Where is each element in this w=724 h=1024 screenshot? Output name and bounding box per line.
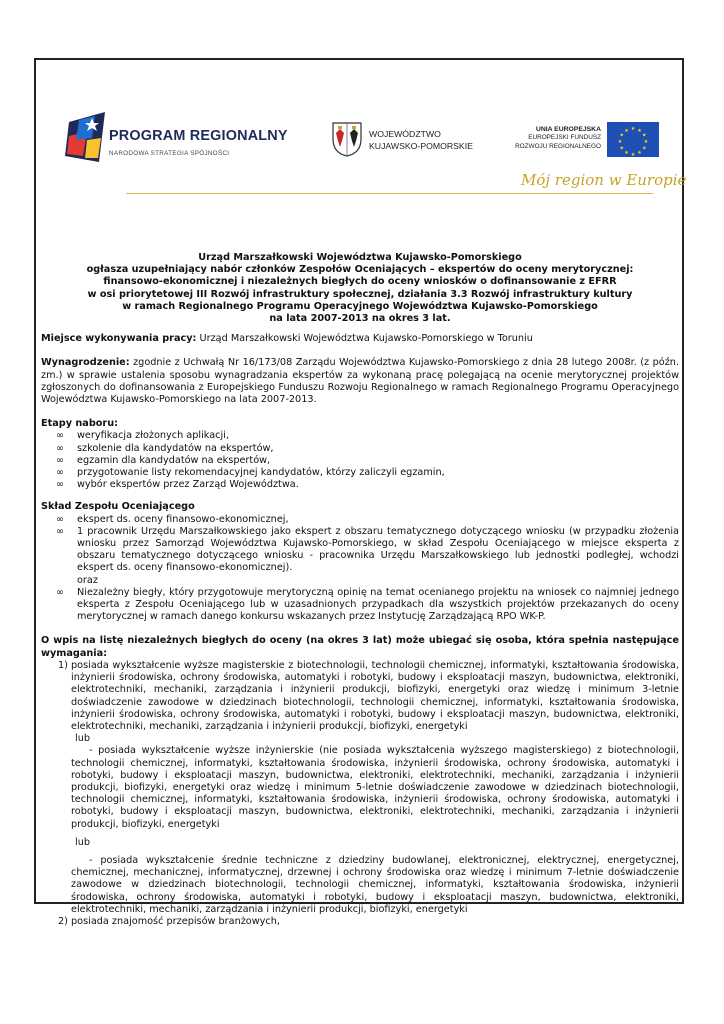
region-name: [369, 128, 473, 152]
eu-flag-icon: [607, 122, 659, 157]
list-item: ∞ wybór ekspertów przez Zarząd Województwa.: [56, 479, 299, 491]
list-item: ∞ egzamin dla kandydatów na ekspertów,: [56, 454, 271, 466]
headline-line: na lata 2007-2013 na okres 3 lat.: [269, 313, 451, 325]
or-text: lub: [75, 733, 90, 745]
coat-of-arms-icon: [331, 121, 363, 157]
or-text: lub: [75, 836, 90, 848]
svg-text:★: ★: [637, 127, 642, 134]
program-regionalny-logo-icon: [65, 112, 109, 164]
headline-line: Urząd Marszałkowski Województwa Kujawsko-Pomorskiego: [198, 252, 522, 263]
svg-text:★: ★: [630, 152, 636, 158]
svg-text:★: ★: [617, 139, 623, 145]
bullet-icon: ∞: [56, 513, 65, 525]
list-item: [58, 916, 679, 928]
requirement-text: posiada wykształcenie wyższe magisterskie z biotechnologii, technologii chemicznej, informatyki, kształtowania środowiska, inżynierii środowiska, ochrony środowiska, automatyki i robotyki, budowy i eksploatacji maszyn, budownictwa, elektroniki, elektrotechniki, mechaniki, zarządzania i inżynierii produkcji, biofizyki, energetyki oraz wiedzę i minimum 3-letnie doświadczenie zawodowe w dziedzinach biotechnologii, technologii chemicznej, informatyki, kształtowania środowiska, inżynierii środowiska, ochrony środowiska, automatyki i robotyki, budowy i eksploatacji maszyn, budownictwa, elektroniki, elektrotechniki, mechaniki, zarządzania i inżynierii produkcji, biofizyki, energetyki: [71, 659, 679, 732]
list-item: ∞ szkolenie dla kandydatów na ekspertów,: [56, 442, 274, 454]
or-text: oraz: [77, 574, 98, 586]
svg-text:★: ★: [630, 126, 636, 132]
headline-line: finansowo-ekonomicznej i niezależnych biegłych do oceny wniosków o dofinansowanie z EFRR: [103, 276, 617, 288]
bullet-icon: ∞: [56, 442, 65, 454]
svg-text:★: ★: [624, 127, 629, 134]
list-item: ∞ przygotowanie listy rekomendacyjnej kandydatów, którzy zaliczyli egzamin,: [56, 467, 445, 479]
region-line-2: KUJAWSKO-POMORSKIE: [369, 141, 473, 151]
headline-line: w osi priorytetowej III Rozwój infrastruktury społecznej, działania 3.3 Rozwój infrastruktury kultury: [87, 288, 633, 300]
svg-text:★: ★: [619, 145, 625, 152]
bullet-icon: ∞: [56, 586, 65, 598]
region-line-1: WOJEWÓDZTWO: [369, 129, 441, 139]
svg-text:★: ★: [637, 150, 642, 157]
eu-line-1: UNIA EUROPEJSKA: [535, 126, 601, 133]
stages-list: [41, 430, 679, 491]
bullet-icon: ∞: [56, 454, 65, 466]
eu-fund-text: [513, 126, 601, 151]
place-label: Miejsce wykonywania pracy:: [41, 333, 197, 345]
motto-text: Mój region w Europie: [521, 171, 687, 189]
svg-text:★: ★: [624, 150, 629, 157]
requirements-heading: O wpis na listę niezależnych biegłych do oceny (na okres 3 lat) może ubiegać się osoba, która spełnia następujące wymagania:: [41, 635, 679, 659]
headline-line: ogłasza uzupełniający nabór członków Zespołów Oceniających – ekspertów do oceny merytorycznej:: [86, 264, 634, 276]
bullet-icon: ∞: [56, 430, 65, 442]
list-item: ∞ 1 pracownik Urzędu Marszałkowskiego jako ekspert z obszaru tematycznego dotyczącego wniosku (w przypadku złożenia wniosku przez Samorząd Województwa Kujawsko-Pomorskiego, w skład Zespołu Oceniającego w miejsce eksperta z obszaru tematycznego dotyczącego wniosku - pracownika Urzędu Marszałkowskiego lub jednostki podległej, wchodzi ekspert ds. oceny finansowo-ekonomicznej). oraz: [56, 525, 679, 586]
salary-paragraph: [41, 357, 679, 406]
item-number: 1): [58, 659, 68, 671]
requirements-list: [41, 660, 679, 928]
salary-label: Wynagrodzenie:: [41, 357, 130, 369]
eu-line-3: ROZWOJU REGIONALNEGO: [515, 142, 601, 150]
svg-text:★: ★: [619, 132, 625, 139]
program-subtitle: NARODOWA STRATEGIA SPÓJNOŚCI: [109, 150, 230, 157]
gold-divider: [126, 193, 653, 194]
item-number: 2): [58, 915, 68, 927]
logo-header: [41, 64, 687, 254]
place-of-work: [41, 333, 679, 345]
team-heading: Skład Zespołu Oceniającego: [41, 501, 195, 513]
svg-text:★: ★: [641, 145, 647, 152]
list-item: ∞ Niezależny biegły, który przygotowuje merytoryczną opinię na temat ocenianego projektu na wniosek co najmniej jednego eksperta z Zespołu Oceniającego lub w uzasadnionych przypadkach dla wszystkich projektów przekazanych do oceny merytorycznej w ramach danego konkursu wskazanych przez Instytucję Zarządzającą RPO WK-P.: [56, 586, 679, 623]
list-item: ∞ weryfikacja złożonych aplikacji,: [56, 430, 229, 442]
bullet-icon: ∞: [56, 525, 65, 537]
program-title: PROGRAM REGIONALNY: [109, 128, 288, 144]
svg-text:★: ★: [641, 132, 647, 139]
list-item: ∞ ekspert ds. oceny finansowo-ekonomicznej,: [56, 513, 289, 525]
headline-line: w ramach Regionalnego Programu Operacyjnego Województwa Kujawsko-Pomorskiego: [122, 300, 598, 312]
eu-line-2: EUROPEJSKI FUNDUSZ: [528, 134, 601, 142]
bullet-icon: ∞: [56, 479, 65, 491]
list-item: [58, 660, 679, 916]
requirement-text: posiada znajomość przepisów branżowych,: [71, 915, 280, 927]
place-text: Urząd Marszałkowski Województwa Kujawsko-Pomorskiego w Toruniu: [196, 333, 533, 345]
team-list: [41, 514, 679, 624]
document-page: [41, 64, 687, 927]
bullet-icon: ∞: [56, 467, 65, 479]
requirement-text: - posiada wykształcenie wyższe inżynierskie (nie posiada wykształcenia wyższego magisterskiego) z biotechnologii, technologii chemicznej, informatyki, kształtowania środowiska, inżynierii środowiska, ochrony środowiska, automatyki i robotyki, budowy i eksploatacji maszyn, budownictwa, elektroniki, elektrotechniki, mechaniki, zarządzania i inżynierii produkcji, biofizyki, energetyki oraz wiedzę i minimum 5-letnie doświadczenie zawodowe w dziedzinach biotechnologii, technologii chemicznej, informatyki, kształtowania środowiska, inżynierii środowiska, ochrony środowiska, automatyki i robotyki, budowy i eksploatacji maszyn, budownictwa, elektroniki, elektrotechniki, mechaniki, zarządzania i inżynierii produkcji, biofizyki, energetyki: [71, 745, 679, 830]
svg-text:★: ★: [643, 139, 649, 145]
stages-heading: Etapy naboru:: [41, 418, 118, 430]
requirement-text: - posiada wykształcenie średnie techniczne z dziedziny budowlanej, elektronicznej, elektrycznej, energetycznej, chemicznej, mechanicznej, informatycznej, drzewnej i ochrony środowiska oraz wiedzę i minimum 7-letnie doświadczenie zawodowe w dziedzinach biotechnologii, technologii chemicznej, informatyki, kształtowania środowiska, inżynierii środowiska, ochrony środowiska, automatyki i robotyki, budowy i eksploatacji maszyn, budownictwa, elektroniki, elektrotechniki, mechaniki, zarządzania i inżynierii produkcji, biofizyki, energetyki: [71, 854, 679, 915]
salary-text: zgodnie z Uchwałą Nr 16/173/08 Zarządu Województwa Kujawsko-Pomorskiego z dnia 28 lutego 2008r. (z późn. zm.) w sprawie ustalenia sposobu wynagradzania ekspertów za wykonaną pracę polegającą na ocenie merytorycznej projektów zgłoszonych do dofinansowania z Europejskiego Funduszu Rozwoju Regionalnego w ramach Regionalnego Programu Operacyjnego Województwa Kujawsko-Pomorskiego na lata 2007-2013.: [41, 357, 679, 406]
announcement-headline: [41, 252, 679, 325]
